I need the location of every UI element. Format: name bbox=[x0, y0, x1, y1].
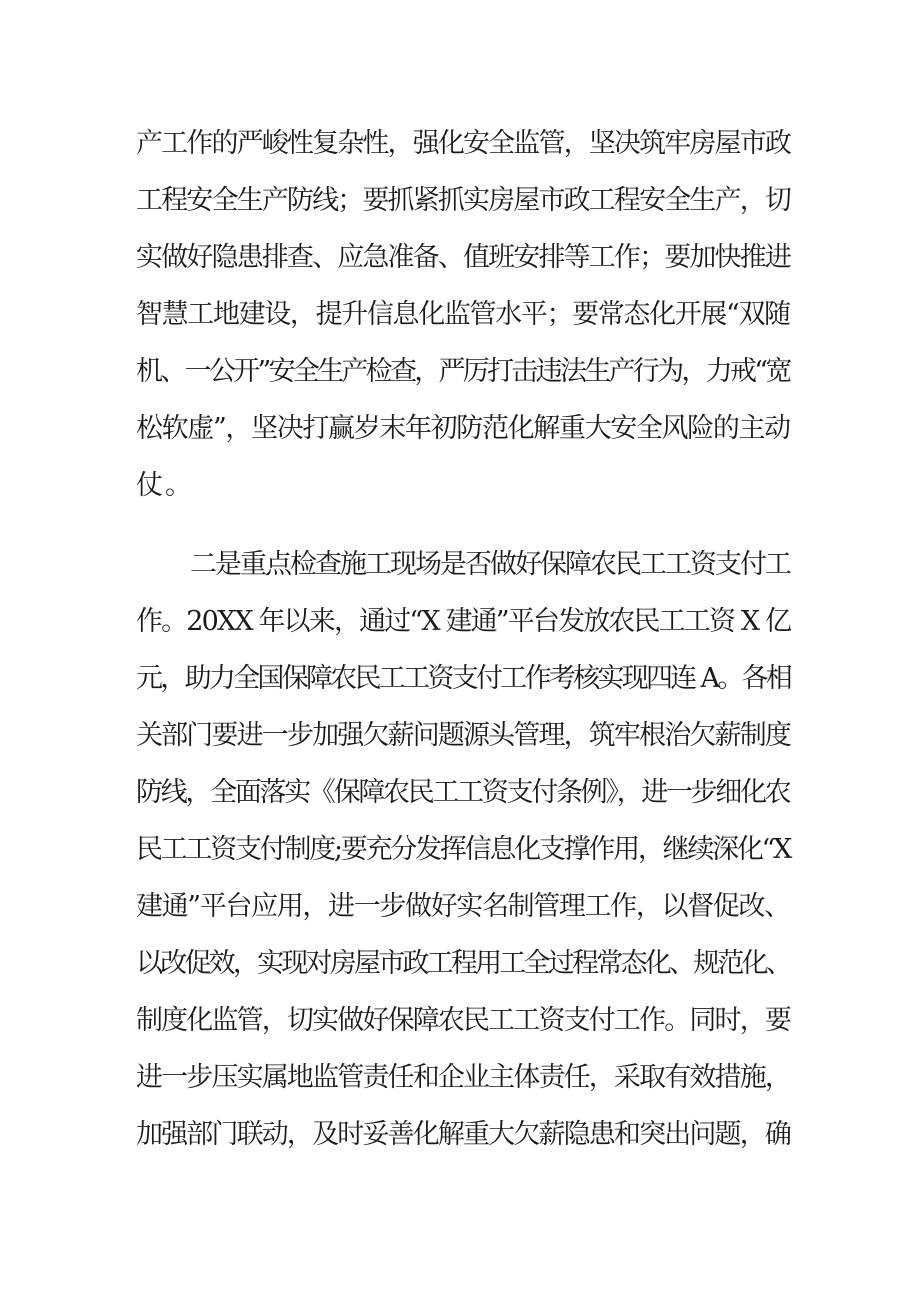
text-line: 关部门要进一步加强欠薪问题源头管理，筑牢根治欠薪制度 bbox=[136, 720, 790, 751]
text-line: 制度化监管，切实做好保障农民工工资支付工作。同时，要 bbox=[136, 1005, 790, 1036]
text-line: 工程安全生产防线；要抓紧抓实房屋市政工程安全生产，切 bbox=[136, 185, 790, 216]
text-line: 民工工资支付制度;要充分发挥信息化支撑作用，继续深化“X bbox=[136, 834, 791, 865]
text-line: 二是重点检查施工现场是否做好保障农民工工资支付工 bbox=[190, 549, 790, 580]
text-line: 产工作的严峻性复杂性，强化安全监管，坚决筑牢房屋市政 bbox=[136, 128, 790, 159]
text-line: 智慧工地建设，提升信息化监管水平；要常态化开展“双随 bbox=[136, 299, 790, 330]
text-line: 建通”平台应用，进一步做好实名制管理工作，以督促改、 bbox=[136, 891, 790, 922]
text-line: 仗。 bbox=[136, 470, 194, 501]
text-line: 机、一公开”安全生产检查，严厉打击违法生产行为，力戒“宽 bbox=[136, 356, 790, 387]
text-line: 以改促效，实现对房屋市政工程用工全过程常态化、规范化、 bbox=[136, 948, 790, 979]
text-line: 防线，全面落实《保障农民工工资支付条例》，进一步细化农 bbox=[136, 777, 790, 808]
text-line: 松软虚”，坚决打赢岁末年初防范化解重大安全风险的主动 bbox=[136, 413, 790, 444]
text-line: 加强部门联动，及时妥善化解重大欠薪隐患和突出问题，确 bbox=[136, 1119, 790, 1150]
text-line: 进一步压实属地监管责任和企业主体责任，采取有效措施， bbox=[136, 1062, 790, 1093]
text-line: 实做好隐患排查、应急准备、值班安排等工作；要加快推进 bbox=[136, 242, 790, 273]
text-line: 作。20XX 年以来，通过“X 建通”平台发放农民工工资 X 亿 bbox=[136, 606, 791, 637]
text-line: 元，助力全国保障农民工工资支付工作考核实现四连 A。各相 bbox=[136, 663, 791, 694]
